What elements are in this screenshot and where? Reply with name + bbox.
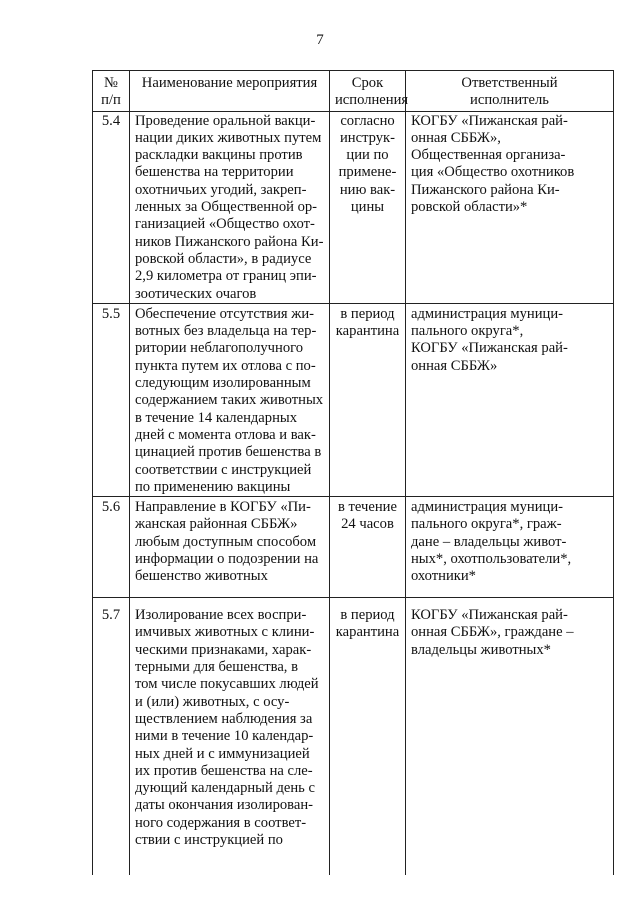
execution-term-line: в течение	[338, 499, 397, 516]
table-row	[93, 303, 614, 496]
measure-name-line: дующий календарный день с	[135, 780, 315, 797]
measure-name-line: дней с момента отлова и вак-	[135, 426, 316, 443]
measure-name-line: ровской области», в радиусе	[135, 250, 312, 267]
measure-name-line: их против бешенства на сле-	[135, 762, 313, 779]
execution-term-line: согласно	[340, 112, 395, 129]
measure-name-line: ного содержания в соответ-	[135, 814, 307, 831]
measure-name-line: соответствии с инструкцией	[135, 461, 312, 478]
execution-term-line: 24 часов	[341, 516, 394, 533]
measure-name-line: содержанием таких животных	[135, 392, 324, 409]
measure-name	[130, 303, 330, 496]
responsible-executor-line: администрация муници-	[411, 499, 563, 516]
row-number: 5.5	[93, 303, 130, 496]
execution-term-line: примене-	[338, 164, 397, 181]
table-row	[93, 598, 614, 876]
responsible-executor-line: ных*, охотпользователи*,	[411, 551, 572, 568]
measure-name-line: в течение 14 календарных	[135, 409, 297, 426]
table-row	[93, 497, 614, 598]
measure-name-line: ганизацией «Общество охот-	[135, 216, 315, 233]
responsible-executor-line: Общественная организа-	[411, 147, 566, 164]
row-number: 5.7	[93, 598, 130, 876]
responsible-executor-line: КОГБУ «Пижанская рай-	[411, 340, 568, 357]
measure-name-line: пункта путем их отлова с по-	[135, 357, 316, 374]
header-responsible: Ответственный исполнитель	[406, 71, 614, 112]
measure-name-line: Обеспечение отсутствия жи-	[135, 305, 315, 322]
responsible-executor	[406, 497, 614, 598]
measure-name-line: любым доступным способом	[135, 533, 317, 550]
measures-table	[92, 70, 614, 875]
measure-name-line: зоотических очагов	[135, 285, 257, 302]
table-row	[93, 111, 614, 303]
measure-name-line: жанская районная СББЖ»	[135, 516, 298, 533]
responsible-executor-line: пального округа*,	[411, 323, 524, 340]
execution-term-line: в период	[340, 305, 395, 322]
measure-name-line: ритории неблагополучного	[135, 340, 304, 357]
execution-term-line: карантина	[335, 624, 400, 641]
measure-name-line: охотничьих угодий, закреп-	[135, 181, 307, 198]
measure-name-line: бешенство животных	[135, 568, 268, 585]
table-header-row	[93, 71, 614, 112]
responsible-executor-line: владельцы животных*	[411, 641, 551, 658]
measure-name-line: следующим изолированным	[135, 375, 311, 392]
responsible-executor-line: пального округа*, граж-	[411, 516, 562, 533]
measure-name-line: том числе покусавших людей	[135, 676, 319, 693]
execution-term-line: ции по	[346, 147, 389, 164]
header-name: Наименование мероприятия	[130, 71, 330, 112]
measure-name-line: бешенства на территории	[135, 164, 294, 181]
execution-term	[330, 303, 406, 496]
measure-name	[130, 111, 330, 303]
execution-term	[330, 111, 406, 303]
measure-name-line: цинацией против бешенства в	[135, 444, 322, 461]
measure-name-line: даты окончания изолирован-	[135, 797, 314, 814]
measure-name-line: ческими признаками, харак-	[135, 641, 312, 658]
measure-name	[130, 598, 330, 876]
responsible-executor-line: онная СББЖ», граждане –	[411, 624, 574, 641]
measure-name-line: Направление в КОГБУ «Пи-	[135, 499, 311, 516]
execution-term	[330, 598, 406, 876]
page-number: 7	[316, 32, 324, 48]
measure-name-line: ленных за Общественной ор-	[135, 199, 318, 216]
measure-name-line: информации о подозрении на	[135, 551, 319, 568]
measure-name-line: 2,9 километра от границ эпи-	[135, 268, 317, 285]
responsible-executor	[406, 111, 614, 303]
measure-name-line: Проведение оральной вакци-	[135, 112, 316, 129]
responsible-executor-line: охотники*	[411, 568, 476, 585]
responsible-executor	[406, 598, 614, 876]
measure-name-line: ников Пижанского района Ки-	[135, 233, 324, 250]
header-number: № п/п	[93, 71, 130, 112]
responsible-executor-line: дане – владельцы живот-	[411, 533, 567, 550]
row-number: 5.4	[93, 111, 130, 303]
measure-name	[130, 497, 330, 598]
responsible-executor-line: ровской области»*	[411, 199, 528, 216]
responsible-executor-line: онная СББЖ»	[411, 357, 498, 374]
measure-name-line: по применению вакцины	[135, 478, 291, 495]
measure-name-line: терными для бешенства, в	[135, 659, 298, 676]
responsible-executor	[406, 303, 614, 496]
measure-name-line: ществлением наблюдения за	[135, 710, 313, 727]
responsible-executor-line: КОГБУ «Пижанская рай-	[411, 607, 568, 624]
execution-term-line: нию вак-	[339, 181, 396, 198]
measure-name-line: ных дней и с иммунизацией	[135, 745, 310, 762]
measure-name-line: ними в течение 10 календар-	[135, 728, 314, 745]
measure-name-line: имчивых животных с клини-	[135, 624, 315, 641]
execution-term	[330, 497, 406, 598]
measure-name-line: нации диких животных путем	[135, 129, 322, 146]
execution-term-line: цины	[350, 199, 385, 216]
execution-term-line: инструк-	[339, 129, 395, 146]
responsible-executor-line: Пижанского района Ки-	[411, 181, 560, 198]
execution-term-line: в период	[340, 607, 395, 624]
measure-name-line: раскладки вакцины против	[135, 147, 303, 164]
execution-term-line: карантина	[335, 323, 400, 340]
header-term: Срок исполнения	[330, 71, 406, 112]
measure-name-line: и (или) животных, с осу-	[135, 693, 290, 710]
responsible-executor-line: администрация муници-	[411, 305, 563, 322]
measure-name-line: вотных без владельца на тер-	[135, 323, 317, 340]
responsible-executor-line: КОГБУ «Пижанская рай-	[411, 112, 568, 129]
responsible-executor-line: ция «Общество охотников	[411, 164, 575, 181]
measure-name-line: Изолирование всех воспри-	[135, 607, 307, 624]
row-number: 5.6	[93, 497, 130, 598]
measure-name-line: ствии с инструкцией по	[135, 831, 283, 848]
responsible-executor-line: онная СББЖ»,	[411, 129, 501, 146]
